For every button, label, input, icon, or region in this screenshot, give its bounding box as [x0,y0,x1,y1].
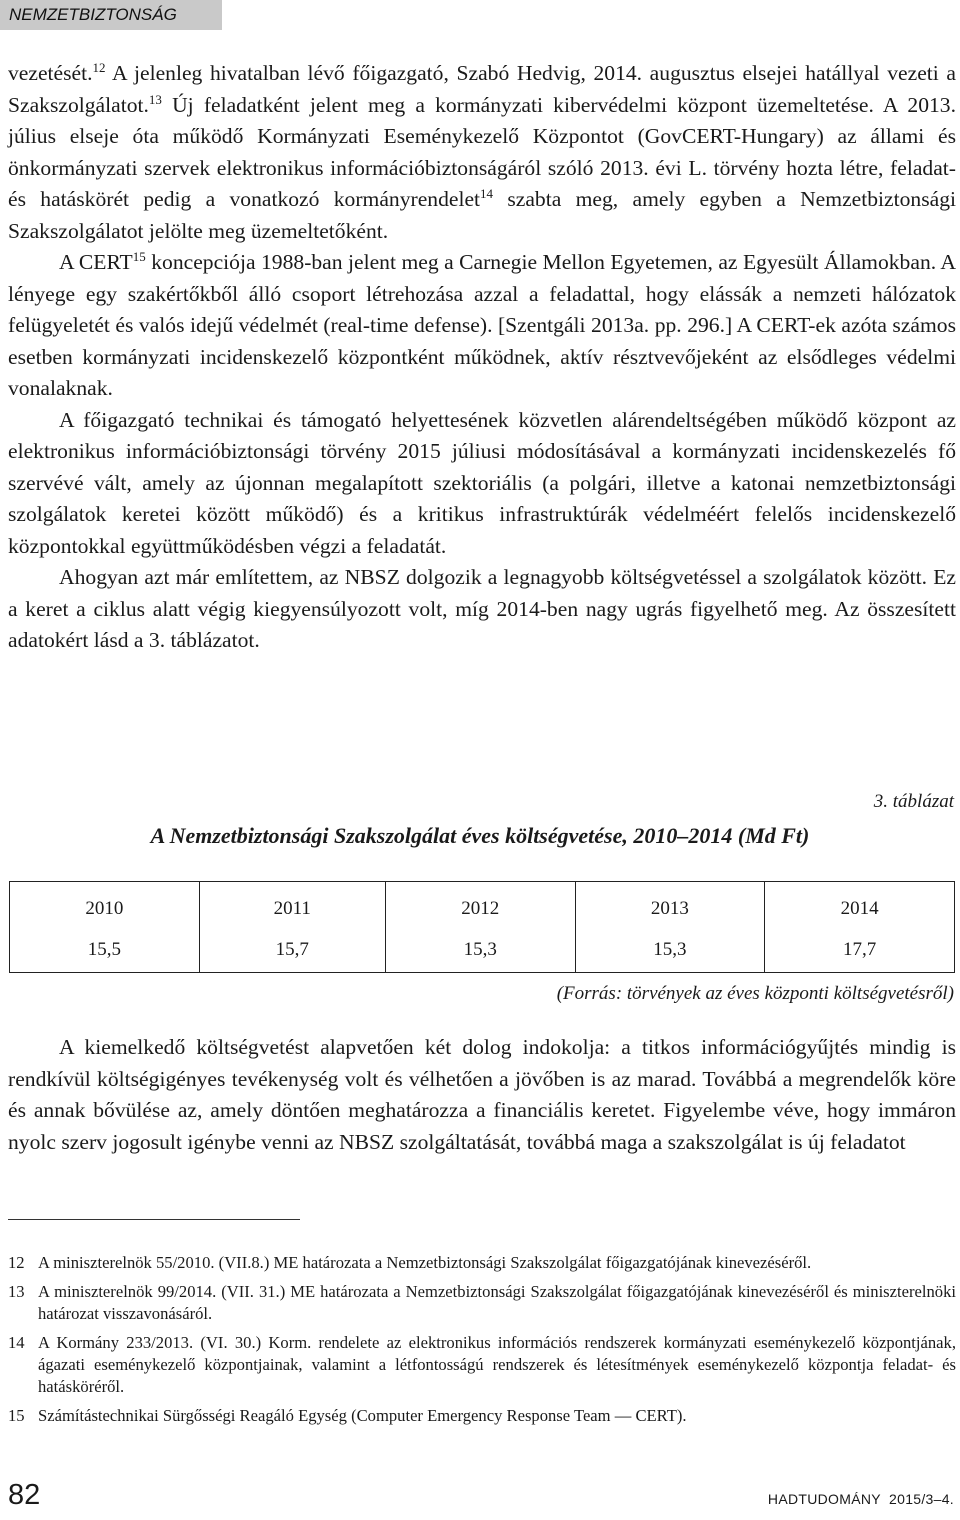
table-row-values [10,932,955,973]
table-source-note: (Forrás: törvények az éves központi költségvetésről) [556,983,954,1004]
footnote-ref-13[interactable]: 13 [148,91,162,107]
table-title: A Nemzetbiztonsági Szakszolgálat éves költségvetése, 2010–2014 (Md Ft) [150,823,810,848]
page-footer [0,1475,960,1515]
table-cell-year: 2010 [10,882,200,933]
footnote-number: 13 [8,1282,25,1301]
footnote-12 [8,1252,956,1274]
table-cell-value: 15,5 [10,932,200,973]
table-cell-year: 2013 [575,882,765,933]
paragraph-3: A főigazgató technikai és támogató helyettesének közvetlen alárendeltségében működő központ az elektronikus információbiztonsági törvény 2015 júliusi módosításával a kormányzati incidenskezelés fő szervévé vált, amely az újonnan megalapított szektoriális (a polgári, illetve a katonai nemzetbiztonsági szolgálatok keretei között működő) és a kritikus infrastruktúrák védelméért felelős incidenskezelő központokkal együttműködésben végzi a feladatát. [8,407,956,558]
table-cell-value: 15,3 [385,932,575,973]
footnote-15 [8,1405,956,1427]
footnote-text: Számítástechnikai Sürgősségi Reagáló Egység (Computer Emergency Response Team — CERT). [38,1406,687,1425]
footnote-ref-14[interactable]: 14 [480,185,494,201]
table-cell-value: 15,7 [199,932,385,973]
footnote-text: A miniszterelnök 99/2014. (VII. 31.) ME határozata a Nemzetbiztonsági Szakszolgálat főigazgatójának kinevezéséről és miniszterelnöki határozat visszavonásáról. [38,1282,956,1323]
footnote-ref-15[interactable]: 15 [132,248,146,264]
footnote-text: A miniszterelnök 55/2010. (VII.8.) ME határozata a Nemzetbiztonsági Szakszolgálat főigazgatójának kinevezéséről. [38,1253,812,1272]
paragraph-5: A kiemelkedő költségvetést alapvetően két dolog indokolja: a titkos információgyűjtés mindig is rendkívül költségigényes tevékenység volt és vélhetően a jövőben is az marad. Továbbá a megrendelők köre és annak bővülése az, amely döntően meghatározza a financiális keretet. Figyelembe véve, hogy immáron nyolc szerv jogosult igénybe venni az NBSZ szolgáltatását, továbbá maga a szakszolgálat is új feladatot [8,1035,956,1154]
table-cell-value: 17,7 [765,932,955,973]
table-row-years [10,882,955,933]
paragraph-4: Ahogyan azt már említettem, az NBSZ dolgozik a legnagyobb költségvetéssel a szolgálatok között. Ez a keret a ciklus alatt végig kiegyensúlyozott volt, míg 2014-ben nagy ugrás figyelhető meg. Az összesített adatokért lásd a 3. táblázatot. [8,565,956,652]
table-cell-year: 2011 [199,882,385,933]
page-number: 82 [8,1479,41,1511]
body-text-upper [8,58,956,657]
footnote-ref-12[interactable]: 12 [92,59,106,75]
footnote-13 [8,1281,956,1325]
table-cell-year: 2012 [385,882,575,933]
footnote-text: A Kormány 233/2013. (VI. 30.) Korm. rendelete az elektronikus információs rendszerek kormányzati eseménykezelő központjának, ágazati eseménykezelő központjainak, valamint a létfontosságú rendszerek és létesítmények eseménykezelő központja feladat- és hatásköréről. [38,1333,956,1396]
budget-table [9,881,955,973]
journal-issue: HADTUDOMÁNY 2015/3–4. [767,1491,954,1507]
table-number-label: 3. táblázat [873,791,954,812]
paragraph-1: vezetését.$^{12}$ A jelenleg hivatalban lévő főigazgató, Szabó Hedvig, 2014. augusztus elsejei hatállyal vezeti a Szakszolgálatot.$^{13}$ Új feladatként jelent meg a kormányzati kibervédelmi központ üzemeltetése. A 2013. július elseje óta működő Kormányzati Eseménykezelő Központot (GovCERT-Hungary) az állami és önkormányzati szervek elektronikus információbiztonságáról szóló 2013. évi L. törvény hozta létre, feladat- és hatáskörét pedig a vonatkozó kormányrendelet$^{14}$ szabta meg, amely egyben a Nemzetbiztonsági Szakszolgálatot jelölte meg üzemeltetőként. [8,59,956,243]
footnote-number: 14 [8,1333,25,1352]
footnote-14 [8,1332,956,1398]
footnote-number: 15 [8,1406,25,1425]
table-cell-year: 2014 [765,882,955,933]
footnotes [8,1252,956,1434]
footnote-divider [8,1219,300,1220]
body-text-lower [8,1032,956,1158]
table-cell-value: 15,3 [575,932,765,973]
footnote-number: 12 [8,1253,25,1272]
section-header: NEMZETBIZTONSÁG [0,0,222,30]
paragraph-2: A CERT$^{15}$ koncepciója 1988-ban jelent meg a Carnegie Mellon Egyetemen, az Egyesült Államokban. A lényege egy szakértőkből álló csoport létrehozása azzal a feladattal, hogy elássák a nemzeti hálózatok felügyeletét és valós idejű védelmét (real-time defense). [Szentgáli 2013a. pp. 296.] A CERT-ek azóta számos esetben kormányzati incidenskezelő központként működnek, aktív résztvevőjeként az elsődleges védelmi vonalaknak. [8,248,956,400]
